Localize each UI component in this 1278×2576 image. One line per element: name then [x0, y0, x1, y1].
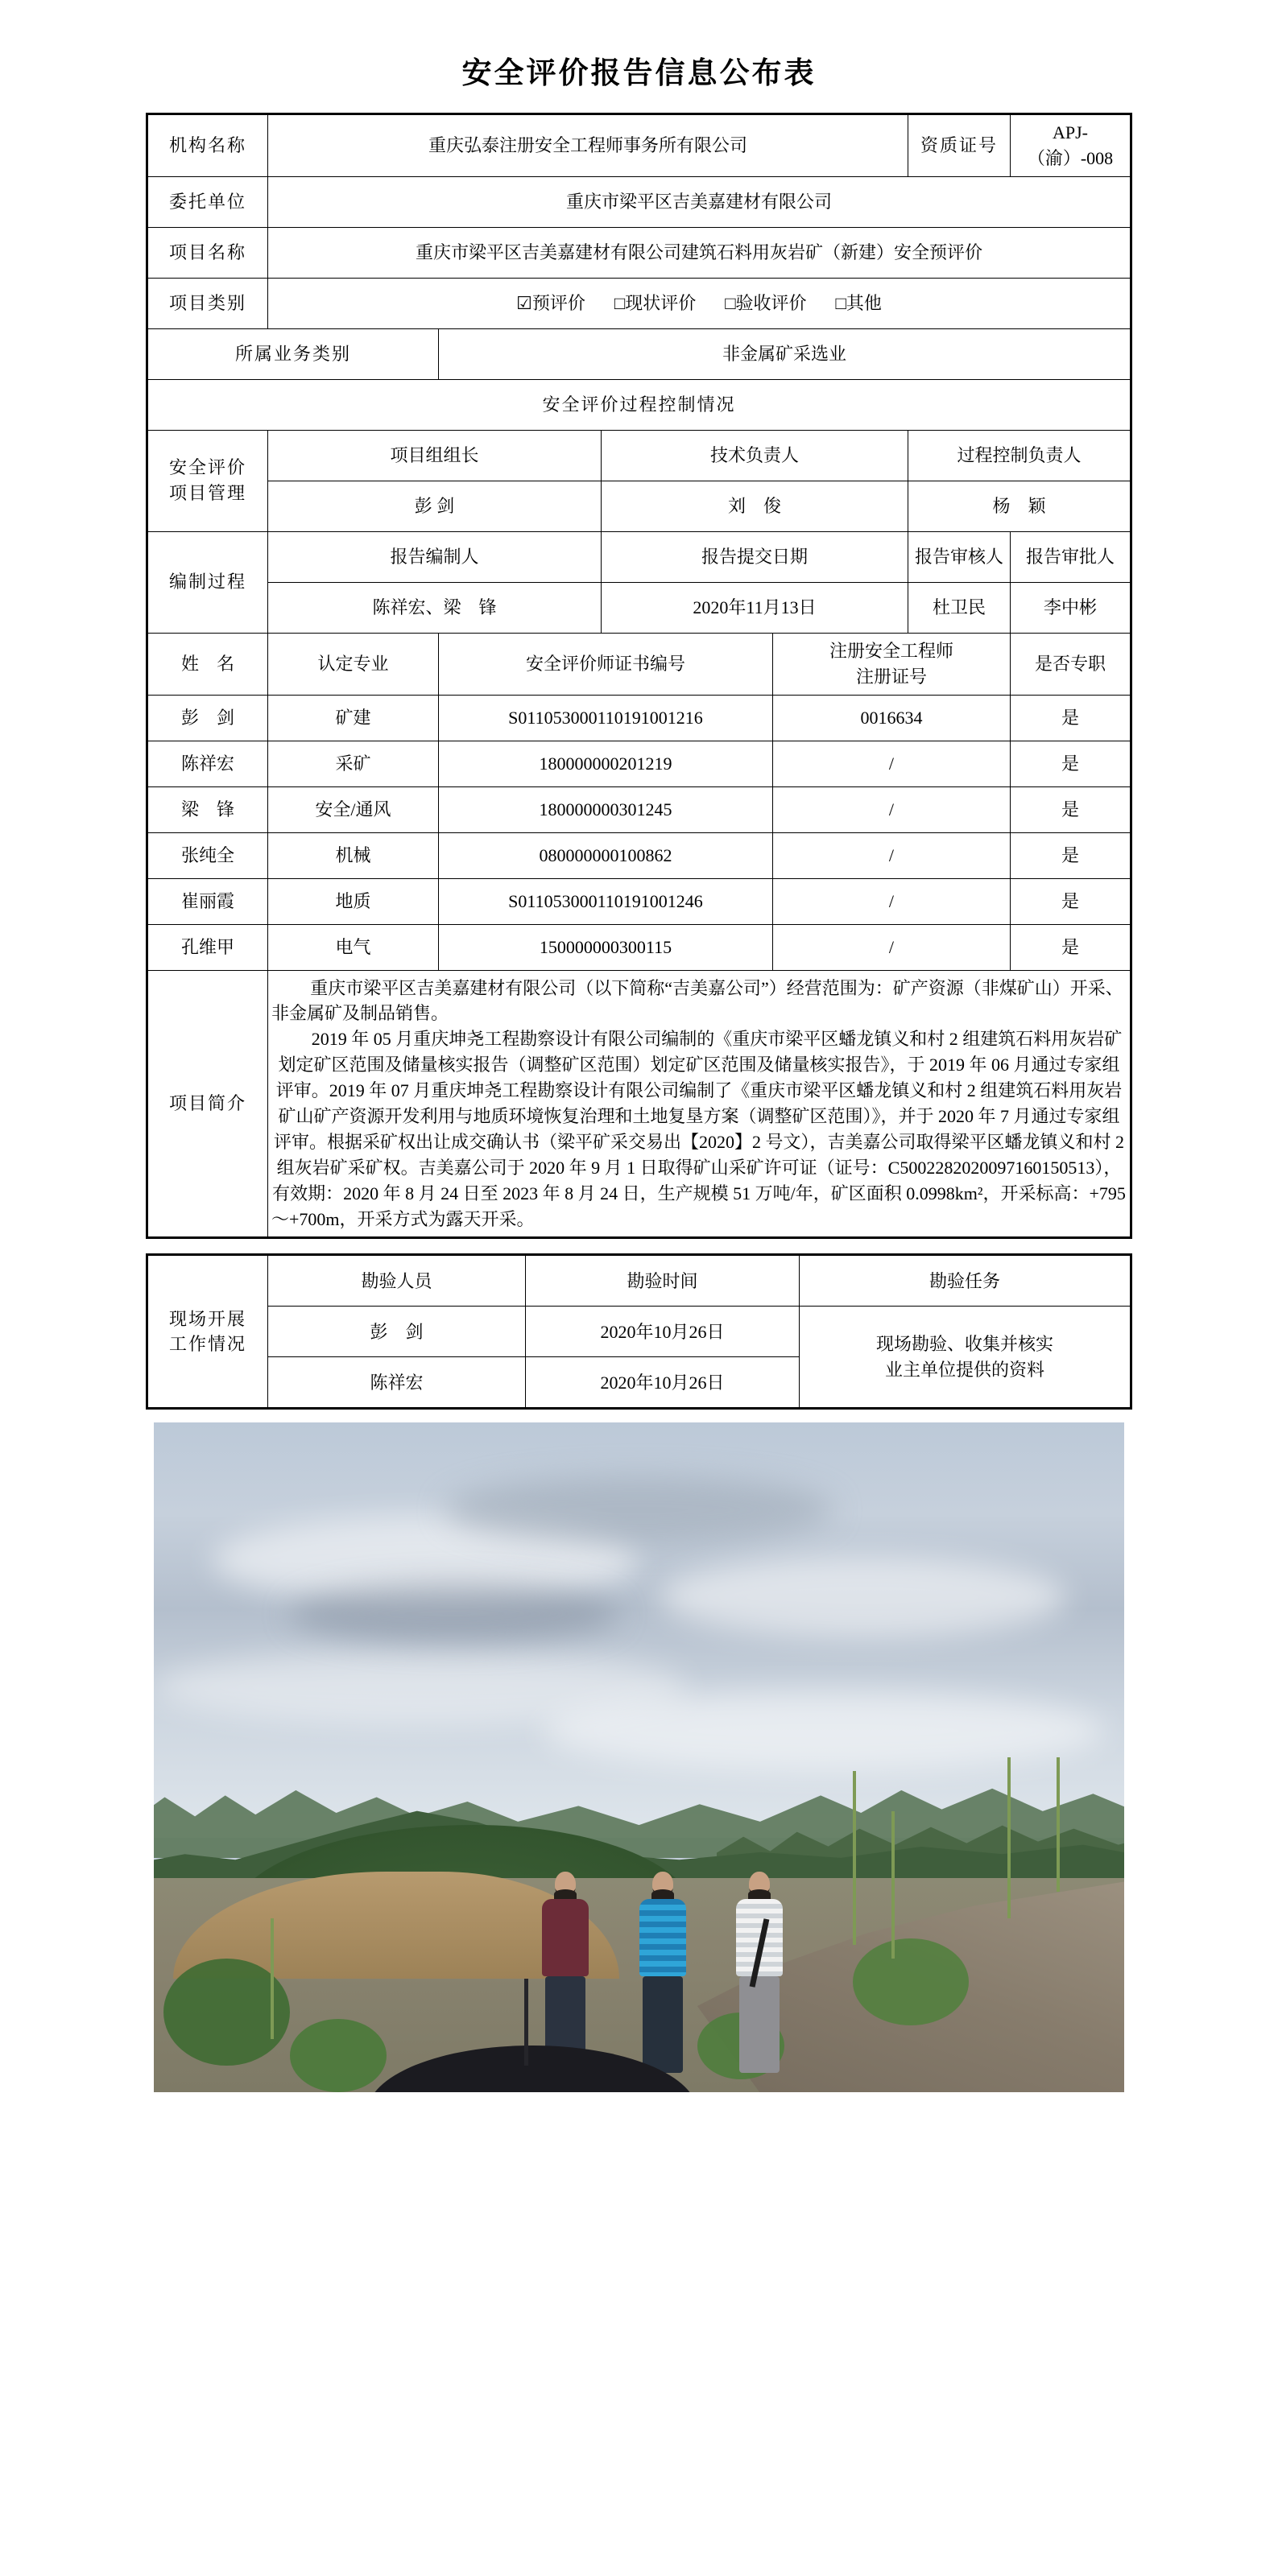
compile-header-author: 报告编制人 — [267, 531, 601, 582]
mgmt-header-tech: 技术负责人 — [601, 430, 908, 481]
table-row-compile-headers — [147, 531, 1131, 582]
field-work-header-date: 勘验时间 — [526, 1255, 800, 1307]
process-section-title: 安全评价过程控制情况 — [147, 379, 1131, 430]
personnel-fulltime: 是 — [1011, 741, 1131, 786]
photo-person-middle — [639, 1889, 686, 2073]
personnel-fulltime: 是 — [1011, 924, 1131, 970]
checkbox-pre-assessment[interactable]: ☑ — [516, 292, 532, 313]
personnel-engineer-cert: / — [772, 878, 1010, 924]
page-title: 安全评价报告信息公布表 — [461, 57, 817, 90]
field-work-person: 彭 剑 — [268, 1307, 526, 1357]
personnel-appraiser-cert: 080000000100862 — [438, 832, 772, 878]
site-photo-container — [154, 1422, 1124, 2092]
mgmt-header-process: 过程控制负责人 — [908, 430, 1131, 481]
personnel-major: 电气 — [267, 924, 438, 970]
project-intro-label: 项目简介 — [147, 970, 267, 1238]
personnel-engineer-cert: / — [772, 832, 1010, 878]
project-name-value: 重庆市梁平区吉美嘉建材有限公司建筑石料用灰岩矿（新建）安全预评价 — [267, 227, 1131, 278]
project-type-label: 项目类别 — [147, 278, 267, 328]
field-work-person: 陈祥宏 — [268, 1357, 526, 1409]
personnel-major: 矿建 — [267, 695, 438, 741]
personnel-header-appraiser-cert: 安全评价师证书编号 — [438, 633, 772, 695]
table-row — [147, 741, 1131, 786]
project-mgmt-label-line2: 项目管理 — [168, 483, 246, 504]
site-inspection-photo — [154, 1422, 1124, 2092]
photo-tall-plant — [1007, 1757, 1011, 1918]
project-mgmt-label — [147, 430, 267, 531]
checkbox-acceptance-assessment[interactable]: □ — [725, 292, 736, 313]
personnel-header-engineer-cert-line2: 注册证号 — [855, 666, 927, 687]
personnel-major: 采矿 — [267, 741, 438, 786]
compile-value-reviewer: 杜卫民 — [908, 582, 1011, 633]
field-work-label-line2: 工作情况 — [168, 1334, 246, 1355]
mgmt-value-process: 杨 颖 — [908, 481, 1131, 531]
compile-header-approver: 报告审批人 — [1011, 531, 1131, 582]
photo-umbrella-pole — [524, 1979, 528, 2066]
field-work-date: 2020年10月26日 — [526, 1357, 800, 1409]
photo-person-hair — [554, 1889, 577, 1899]
field-work-label-line1: 现场开展 — [168, 1308, 246, 1329]
personnel-header-major: 认定专业 — [267, 633, 438, 695]
compile-process-label: 编制过程 — [147, 531, 267, 633]
photo-person-legs — [643, 1976, 683, 2073]
personnel-name: 孔维甲 — [147, 924, 267, 970]
personnel-name: 彭 剑 — [147, 695, 267, 741]
personnel-major: 地质 — [267, 878, 438, 924]
project-intro-paragraph-2: 2019 年 05 月重庆坤尧工程勘察设计有限公司编制的《重庆市梁平区蟠龙镇义和村 2 组建筑石料用灰岩矿划定矿区范围及储量核实报告（调整矿区范围）划定矿区范围及储量核实报告》，于 2019 年 06 月通过专家组评审。2019 年 07 月重庆坤尧工程勘察设计有限公司编制了《重庆市梁平区蟠龙镇义和村 2 组建筑石料用灰岩矿山矿产资源开发利用与地质环境恢复治理和土地复垦方案（调整矿区范围）》，并于 2020 年 7 月通过专家组评审。根据采矿权出让成交确认书（梁平矿采交易出【2020】2 号文），吉美嘉公司取得梁平区蟠龙镇义和村 2 组灰岩矿采矿权。吉美嘉公司于 2020 年 9 月 1 日取得矿山采矿许可证（证号：C5002282020097160150513），有效期：2020 年 8 月 24 日至 2023 年 8 月 24 日，生产规模 51 万吨/年，矿区面积 0.0998km²，开采标高：+795～+700m，开采方式为露天开采。 — [271, 1029, 1126, 1229]
photo-person-torso — [542, 1899, 589, 1976]
business-type-label: 所属业务类别 — [147, 328, 438, 379]
field-work-date: 2020年10月26日 — [526, 1307, 800, 1357]
compile-value-approver: 李中彬 — [1011, 582, 1131, 633]
personnel-fulltime: 是 — [1011, 878, 1131, 924]
client-label: 委托单位 — [147, 176, 267, 227]
personnel-name: 崔丽霞 — [147, 878, 267, 924]
cert-no-label: 资质证号 — [908, 114, 1011, 177]
photo-person-torso — [639, 1899, 686, 1976]
option-other-label: 其他 — [846, 292, 882, 313]
table-row-section-title — [147, 379, 1131, 430]
photo-bush — [853, 1938, 970, 2025]
table-row — [147, 695, 1131, 741]
personnel-appraiser-cert: S011053000110191001246 — [438, 878, 772, 924]
personnel-appraiser-cert: 150000000300115 — [438, 924, 772, 970]
photo-person-right — [736, 1889, 783, 2073]
compile-header-reviewer: 报告审核人 — [908, 531, 1011, 582]
cert-no-value: APJ-（渝）-008 — [1011, 114, 1131, 177]
table-row — [147, 832, 1131, 878]
photo-tall-plant — [271, 1918, 274, 2039]
option-current-assessment-label: 现状评价 — [625, 292, 697, 313]
field-work-task-line2: 业主单位提供的资料 — [884, 1359, 1044, 1380]
table-row-project-intro — [147, 970, 1131, 1238]
table-row-personnel-header — [147, 633, 1131, 695]
personnel-engineer-cert: / — [772, 924, 1010, 970]
personnel-fulltime: 是 — [1011, 832, 1131, 878]
project-type-options — [267, 278, 1131, 328]
project-intro-paragraph-1: 重庆市梁平区吉美嘉建材有限公司（以下简称“吉美嘉公司”）经营范围为：矿产资源（非煤矿山）开采、非金属矿及制品销售。 — [271, 977, 1123, 1024]
photo-person-left — [542, 1889, 589, 2073]
business-type-value: 非金属矿采选业 — [438, 328, 1131, 379]
field-work-label — [147, 1255, 268, 1409]
personnel-header-engineer-cert-line1: 注册安全工程师 — [829, 640, 953, 661]
mgmt-value-tech: 刘 俊 — [601, 481, 908, 531]
personnel-header-fulltime: 是否专职 — [1011, 633, 1131, 695]
table-row-client — [147, 176, 1131, 227]
personnel-appraiser-cert: S011053000110191001216 — [438, 695, 772, 741]
option-current-assessment[interactable] — [614, 291, 696, 316]
photo-cloud — [445, 1476, 833, 1543]
photo-tall-plant — [853, 1771, 856, 1945]
personnel-fulltime: 是 — [1011, 786, 1131, 832]
compile-header-submit-date: 报告提交日期 — [601, 531, 908, 582]
photo-tall-plant — [1057, 1757, 1060, 1891]
table-row — [147, 878, 1131, 924]
table-row — [147, 1307, 1131, 1357]
field-work-task-line1: 现场勘验、收集并核实 — [875, 1334, 1053, 1355]
personnel-name: 梁 锋 — [147, 786, 267, 832]
personnel-engineer-cert: / — [772, 741, 1010, 786]
photo-person-hair — [651, 1889, 674, 1899]
photo-cloud — [659, 1557, 1066, 1637]
table-row-org — [147, 114, 1131, 177]
option-acceptance-assessment-label: 验收评价 — [735, 292, 807, 313]
table-row-project-type — [147, 278, 1131, 328]
table-row-business-type — [147, 328, 1131, 379]
personnel-name: 张纯全 — [147, 832, 267, 878]
personnel-appraiser-cert: 180000000301245 — [438, 786, 772, 832]
personnel-engineer-cert: 0016634 — [772, 695, 1010, 741]
photo-cloud — [542, 1690, 1105, 1771]
option-pre-assessment[interactable] — [516, 291, 585, 316]
personnel-appraiser-cert: 180000000201219 — [438, 741, 772, 786]
table-row-project-name — [147, 227, 1131, 278]
table-row — [147, 924, 1131, 970]
photo-tall-plant — [891, 1811, 895, 1959]
checkbox-other[interactable]: □ — [835, 292, 846, 313]
photo-person-torso — [736, 1899, 783, 1976]
compile-value-author: 陈祥宏、梁 锋 — [267, 582, 601, 633]
project-mgmt-label-line1: 安全评价 — [168, 457, 246, 478]
option-pre-assessment-label: 预评价 — [531, 292, 585, 313]
photo-cloud — [290, 1583, 620, 1644]
mgmt-value-leader: 彭 剑 — [267, 481, 601, 531]
checkbox-current-assessment[interactable]: □ — [614, 292, 626, 313]
org-name-value: 重庆弘泰注册安全工程师事务所有限公司 — [267, 114, 908, 177]
personnel-name: 陈祥宏 — [147, 741, 267, 786]
table-row-compile-values — [147, 582, 1131, 633]
table-row-mgmt-headers — [147, 430, 1131, 481]
option-other[interactable] — [836, 291, 882, 316]
compile-value-submit-date: 2020年11月13日 — [601, 582, 908, 633]
field-work-header-row — [147, 1255, 1131, 1307]
photo-person-legs — [739, 1976, 780, 2073]
mgmt-header-leader: 项目组组长 — [267, 430, 601, 481]
personnel-engineer-cert: / — [772, 786, 1010, 832]
field-work-task — [800, 1307, 1131, 1409]
table-row — [147, 786, 1131, 832]
org-name-label: 机构名称 — [147, 114, 267, 177]
personnel-major: 机械 — [267, 832, 438, 878]
project-name-label: 项目名称 — [147, 227, 267, 278]
personnel-major: 安全/通风 — [267, 786, 438, 832]
photo-bush — [290, 2019, 387, 2093]
personnel-header-engineer-cert — [772, 633, 1010, 695]
field-work-header-task: 勘验任务 — [800, 1255, 1131, 1307]
table-row-mgmt-values — [147, 481, 1131, 531]
option-acceptance-assessment[interactable] — [725, 291, 806, 316]
client-value: 重庆市梁平区吉美嘉建材有限公司 — [267, 176, 1131, 227]
personnel-fulltime: 是 — [1011, 695, 1131, 741]
project-intro-text — [267, 970, 1131, 1238]
field-work-table — [146, 1253, 1132, 1410]
photo-person-hair — [748, 1889, 771, 1899]
personnel-header-name: 姓 名 — [147, 633, 267, 695]
field-work-header-person: 勘验人员 — [268, 1255, 526, 1307]
info-table — [146, 113, 1132, 1239]
